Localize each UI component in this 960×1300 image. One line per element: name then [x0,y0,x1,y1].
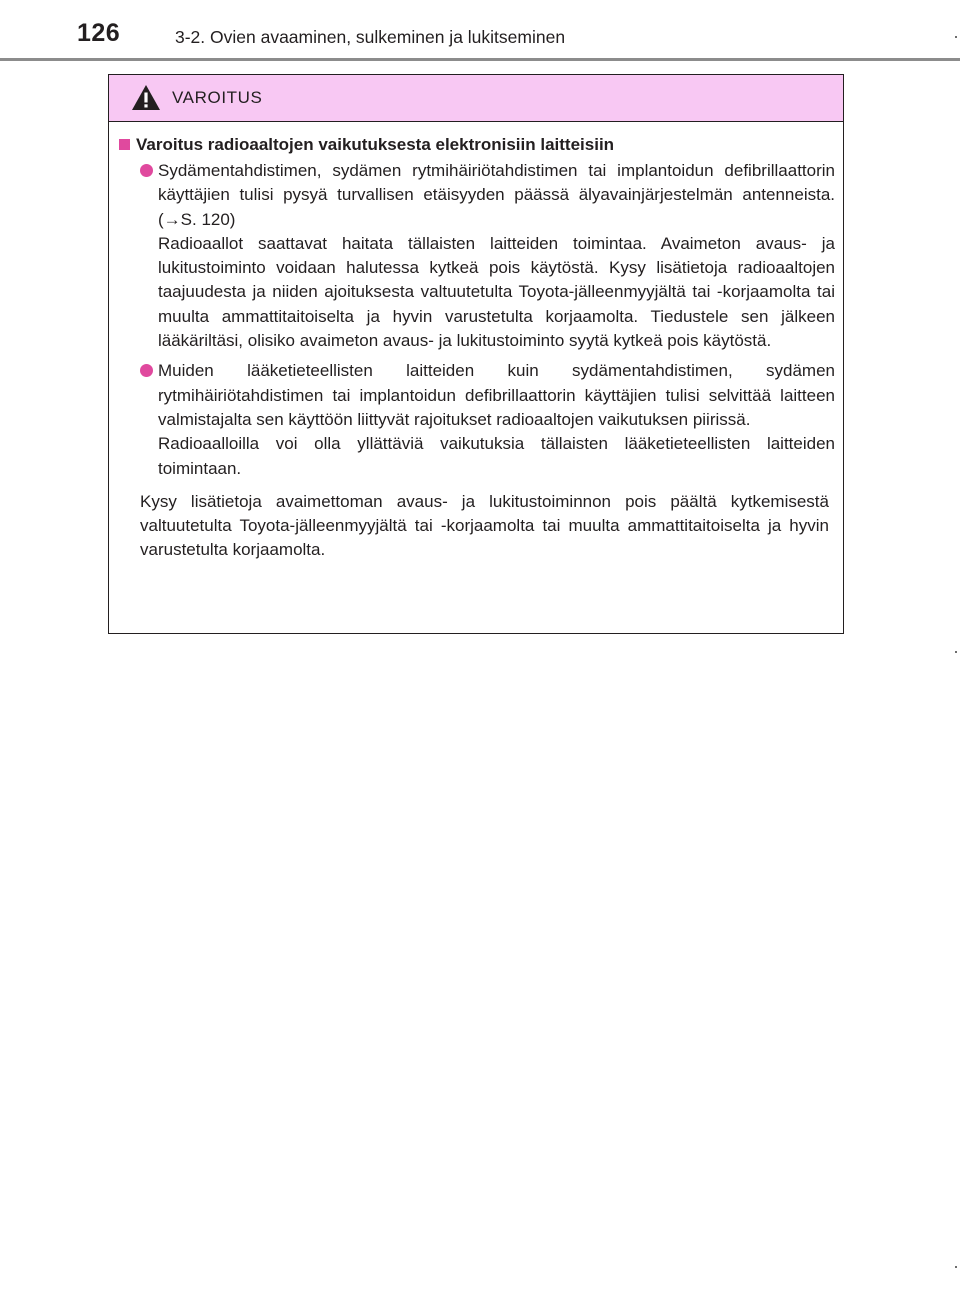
warning-label: VAROITUS [172,88,263,107]
bullet-paragraph: Radioaalloilla voi olla yllättäviä vaikutuksia tällaisten lääketieteellisten laitteiden toimintaan. [158,434,835,478]
warning-topic-text: Varoitus radioaaltojen vaikutuksesta elektronisiin laitteisiin [136,135,615,154]
page-header [77,18,960,54]
bullet-paragraph: Radioaallot saattavat haitata tällaisten laitteiden toimintaa. Avaimeton avaus- ja lukitustoiminto voidaan halutessa kytkeä pois käytöstä. Kysy lisätietoja radioaaltojen taajuudesta ja niiden ajoituksesta valtuutetulta Toyota-jälleenmyyjältä tai -korjaamolta tai muulta ammattitaitoiselta ja hyvin varustetulta korjaamolta. Tiedustele sen jälkeen lääkäriltäsi, olisiko avaimeton avaus- ja lukitustoiminto syytä kytkeä pois käytöstä. [158,233,835,351]
circle-bullet-icon [140,164,153,177]
warning-bullet [140,159,835,353]
warning-body [109,122,843,563]
bullet-body [158,159,835,353]
page-number: 126 [77,19,121,47]
square-bullet-icon [119,139,130,150]
warning-triangle-icon [131,84,161,111]
crop-mark [955,36,957,38]
warning-box [108,74,844,634]
bullet-body [158,359,835,480]
warning-bullet [140,359,835,480]
header-divider [0,58,960,61]
warning-header [109,75,843,122]
warning-closing-text: Kysy lisätietoja avaimettoman avaus- ja lukitustoiminnon pois päältä kytkemisestä valtuutetulta Toyota-jälleenmyyjältä tai -korjaamolta tai muulta ammattitaitoiselta ja hyvin varustetulta korjaamolta. [140,491,829,560]
section-title: 3-2. Ovien avaaminen, sulkeminen ja lukitseminen [175,27,566,47]
crop-mark [955,651,957,653]
crop-mark [955,1266,957,1268]
circle-bullet-icon [140,364,153,377]
bullet-paragraph: Muiden lääketieteellisten laitteiden kuin sydämentahdistimen, sydämen rytmihäiriötahdistimen tai implantoidun defibrillaattorin käyttäjien tulisi selvittää laitteen valmistajalta sen käyttöön liittyvät rajoitukset radioaaltojen vaikutuksen piirissä. [158,361,835,429]
bullet-paragraph: Sydämentahdistimen, sydämen rytmihäiriötahdistimen tai implantoidun defibrillaattorin käyttäjien tulisi pysyä turvallisen etäisyyden päässä älyavainjärjestelmän antenneista. (→S. 120) [158,161,835,229]
warning-topic [119,133,835,157]
